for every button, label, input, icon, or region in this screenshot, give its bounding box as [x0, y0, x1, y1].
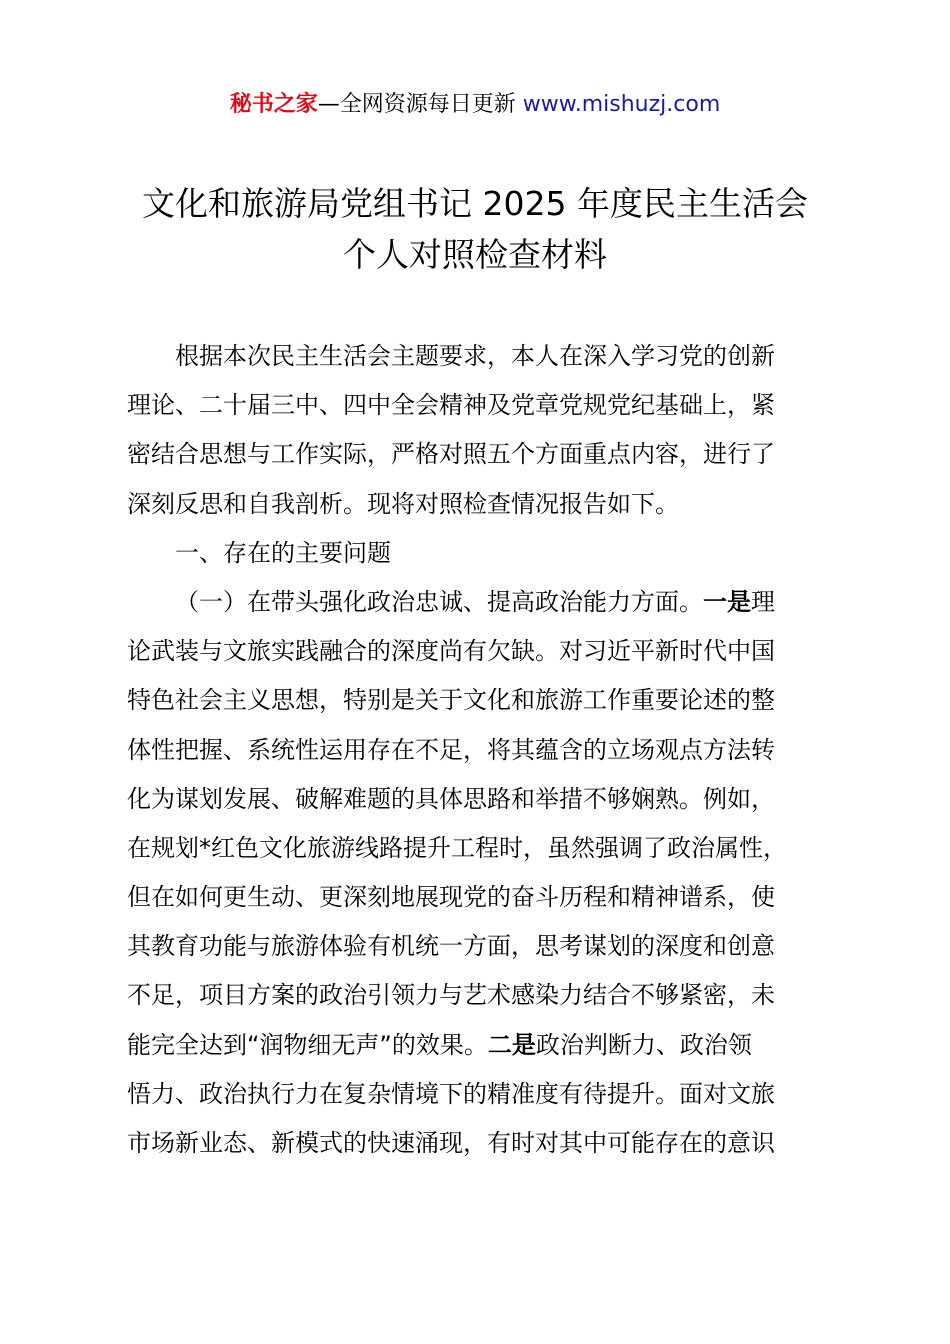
body-line: [127, 578, 837, 627]
point-marker: 二是: [487, 1030, 536, 1059]
title-line-2: 个人对照检查材料: [343, 235, 607, 274]
section-heading: 一、存在的主要问题: [175, 538, 391, 567]
body-line: 但在如何更生动、更深刻地展现党的奋斗历程和精神谱系，使: [127, 883, 775, 912]
body-line: 在规划*红色文化旅游线路提升工程时，虽然强调了政治属性，: [127, 833, 787, 862]
body-line: 其教育功能与旅游体验有机统一方面，思考谋划的深度和创意: [127, 932, 775, 961]
point-marker: 一是: [703, 587, 751, 616]
body-line: 密结合思想与工作实际，严格对照五个方面重点内容，进行了: [127, 440, 775, 469]
body-line: 悟力、政治执行力在复杂情境下的精准度有待提升。面对文旅: [127, 1079, 775, 1108]
body-line: 特色社会主义思想，特别是关于文化和旅游工作重要论述的整: [127, 686, 775, 715]
body-text-run: 理: [751, 587, 775, 616]
body-line: [127, 1021, 837, 1070]
body-line: 根据本次民主生活会主题要求，本人在深入学习党的创新: [175, 342, 775, 370]
site-brand: 秘书之家: [229, 92, 318, 117]
site-header: [0, 88, 950, 122]
document-title: [60, 178, 890, 280]
document-body: [127, 332, 837, 1168]
body-line: 深刻反思和自我剖析。现将对照检查情况报告如下。: [127, 489, 679, 518]
subsection-heading: （一）在带头强化政治忠诚、提高政治能力方面。: [175, 587, 703, 616]
header-separator: —: [317, 92, 340, 117]
body-text-run: 能完全达到“润物细无声”的效果。: [127, 1030, 488, 1059]
body-line: 理论、二十届三中、四中全会精神及党章党规党纪基础上，紧: [127, 391, 775, 420]
header-tagline: 全网资源每日更新: [339, 92, 516, 117]
title-line-1: 文化和旅游局党组书记 2025 年度民主生活会: [142, 184, 808, 223]
site-url-link[interactable]: www.mishuzj.com: [522, 92, 721, 117]
body-text-run: 政治判断力、政治领: [535, 1030, 752, 1059]
body-line: 论武装与文旅实践融合的深度尚有欠缺。对习近平新时代中国: [127, 637, 775, 666]
body-line: 化为谋划发展、破解难题的具体思路和举措不够娴熟。例如，: [127, 784, 775, 813]
body-line: 不足，项目方案的政治引领力与艺术感染力结合不够紧密，未: [127, 981, 775, 1010]
body-line: 体性把握、系统性运用存在不足，将其蕴含的立场观点方法转: [127, 735, 775, 764]
body-line: 市场新业态、新模式的快速涌现，有时对其中可能存在的意识: [127, 1129, 775, 1157]
